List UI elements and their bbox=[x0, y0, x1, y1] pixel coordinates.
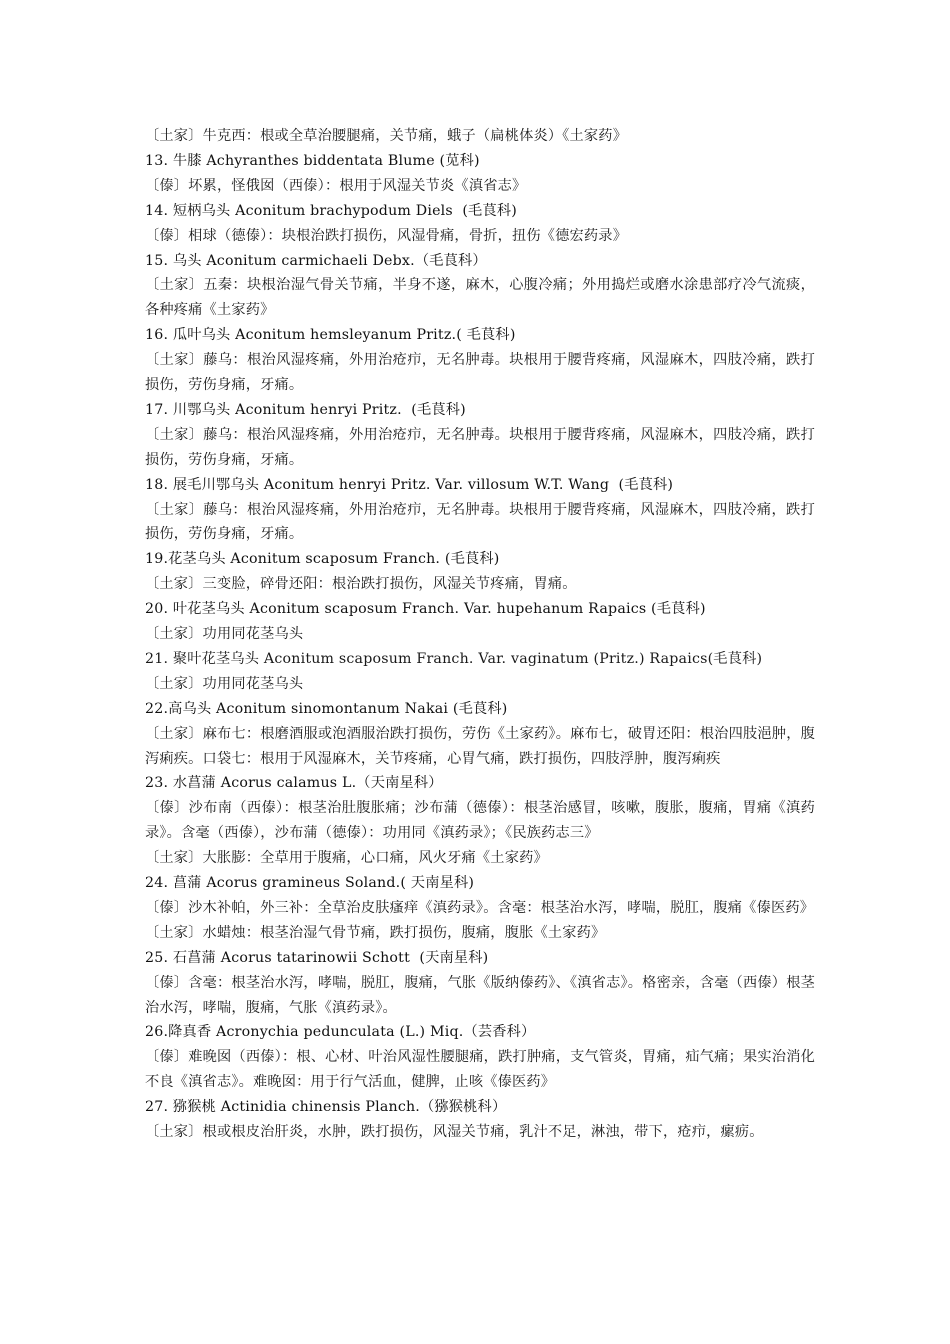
document-page bbox=[145, 124, 815, 1145]
usage-paragraph: 〔傣〕坏累，怪俄囡（西傣）：根用于风湿关节炎《滇省志》 bbox=[145, 177, 527, 194]
species-heading: 19.花茎乌头 Aconitum scaposum Franch. (毛茛科) bbox=[145, 551, 500, 568]
species-heading: 23. 水菖蒲 Acorus calamus L.（天南星科） bbox=[145, 775, 443, 792]
usage-paragraph: 〔土家〕牛克西：根或全草治腰腿痛，关节痛，蛾子（扁桃体炎）《土家药》 bbox=[145, 128, 628, 144]
usage-paragraph: 〔土家〕藤乌：根治风湿疼痛，外用治疮疖，无名肿毒。块根用于腰背疼痛，风湿麻木，四肢冷痛，跌打损伤，劳伤身痛，牙痛。 bbox=[145, 426, 815, 468]
species-heading: 14. 短柄乌头 Aconitum brachypodum Diels (毛茛科) bbox=[145, 202, 517, 219]
usage-paragraph: 〔傣〕含毫：根茎治水泻，哮喘，脱肛，腹痛，气胀《版纳傣药》、《滇省志》。格密亲，含毫（西傣）根茎治水泻，哮喘，腹痛，气胀《滇药录》。 bbox=[145, 974, 815, 1016]
usage-paragraph: 〔傣〕难晚囡（西傣）：根、心材、叶治风湿性腰腿痛，跌打肿痛，支气管炎，胃痛，疝气痛；果实治消化不良《滇省志》。难晚囡：用于行气活血，健脾，止咳《傣医药》 bbox=[145, 1049, 815, 1091]
usage-paragraph: 〔土家〕水蜡烛：根茎治湿气骨节痛，跌打损伤，腹痛，腹胀《土家药》 bbox=[145, 924, 606, 941]
species-heading: 16. 瓜叶乌头 Aconitum hemsleyanum Pritz.( 毛茛科) bbox=[145, 327, 516, 344]
usage-paragraph: 〔土家〕五秦：块根治湿气骨关节痛，半身不遂，麻木，心腹冷痛；外用捣烂或磨水涂患部疗冷气流痰，各种疼痛《土家药》 bbox=[145, 277, 815, 319]
species-heading: 25. 石菖蒲 Acorus tatarinowii Schott (天南星科) bbox=[145, 949, 489, 966]
usage-paragraph: 〔傣〕相球（德傣）：块根治跌打损伤，风湿骨痛，骨折，扭伤《德宏药录》 bbox=[145, 227, 628, 244]
species-heading: 17. 川鄂乌头 Aconitum henryi Pritz. (毛茛科) bbox=[145, 401, 466, 418]
usage-paragraph: 〔土家〕功用同花茎乌头 bbox=[145, 626, 304, 642]
usage-paragraph: 〔傣〕沙木补帕，外三补：全草治皮肤瘙痒《滇药录》。含毫：根茎治水泻，哮喘，脱肛，腹痛《傣医药》 bbox=[145, 899, 815, 916]
usage-paragraph: 21. 聚叶花茎乌头 Aconitum scaposum Franch. Var. vaginatum (Pritz.) Rapaics(毛茛科) bbox=[145, 650, 763, 667]
usage-paragraph: 〔土家〕藤乌：根治风湿疼痛，外用治疮疖，无名肿毒。块根用于腰背疼痛，风湿麻木，四肢冷痛，跌打损伤，劳伤身痛，牙痛。 bbox=[145, 352, 815, 393]
species-heading: 18. 展毛川鄂乌头 Aconitum henryi Pritz. Var. villosum W.T. Wang (毛茛科) bbox=[145, 476, 674, 493]
usage-paragraph: 〔土家〕三变脸，碎骨还阳：根治跌打损伤，风湿关节疼痛，胃痛。 bbox=[145, 576, 577, 593]
species-heading: 24. 菖蒲 Acorus gramineus Soland.( 天南星科) bbox=[145, 875, 475, 892]
usage-paragraph: 〔傣〕沙布南（西傣）：根茎治肚腹胀痛；沙布蒲（德傣）：根茎治感冒，咳嗽，腹胀，腹痛，胃痛《滇药录》。含毫（西傣），沙布蒲（德傣）：功用同《滇药录》；《民族药志三》 bbox=[145, 800, 815, 842]
species-heading: 13. 牛膝 Achyranthes biddentata Blume (苋科) bbox=[145, 152, 480, 169]
species-heading: 20. 叶花茎乌头 Aconitum scaposum Franch. Var. hupehanum Rapaics (毛茛科) bbox=[145, 601, 706, 618]
species-heading: 27. 猕猴桃 Actinidia chinensis Planch.（猕猴桃科） bbox=[145, 1099, 507, 1116]
species-heading: 26.降真香 Acronychia pedunculata (L.) Miq.（芸香科） bbox=[145, 1024, 536, 1041]
species-heading: 15. 乌头 Aconitum carmichaeli Debx.（毛茛科） bbox=[145, 252, 487, 269]
usage-paragraph: 〔土家〕藤乌：根治风湿疼痛，外用治疮疖，无名肿毒。块根用于腰背疼痛，风湿麻木，四肢冷痛，跌打损伤，劳伤身痛，牙痛。 bbox=[145, 501, 815, 543]
species-heading: 22.高乌头 Aconitum sinomontanum Nakai (毛茛科) bbox=[145, 700, 508, 717]
usage-paragraph: 〔土家〕根或根皮治肝炎，水肿，跌打损伤，风湿关节痛，乳汁不足，淋浊，带下，疮疖，瘰疬。 bbox=[145, 1124, 764, 1141]
usage-paragraph: 〔土家〕大胀膨：全草用于腹痛，心口痛，风火牙痛《土家药》 bbox=[145, 850, 548, 867]
usage-paragraph: 〔土家〕功用同花茎乌头 bbox=[145, 675, 304, 692]
usage-paragraph: 〔土家〕麻布七：根磨酒服或泡酒服治跌打损伤，劳伤《土家药》。麻布七，破胃还阳：根治四肢浥肿，腹泻痢疾。口袋七：根用于风湿麻木，关节疼痛，心胃气痛，跌打损伤，四肢浮肿，腹泻痢疾 bbox=[145, 725, 815, 767]
